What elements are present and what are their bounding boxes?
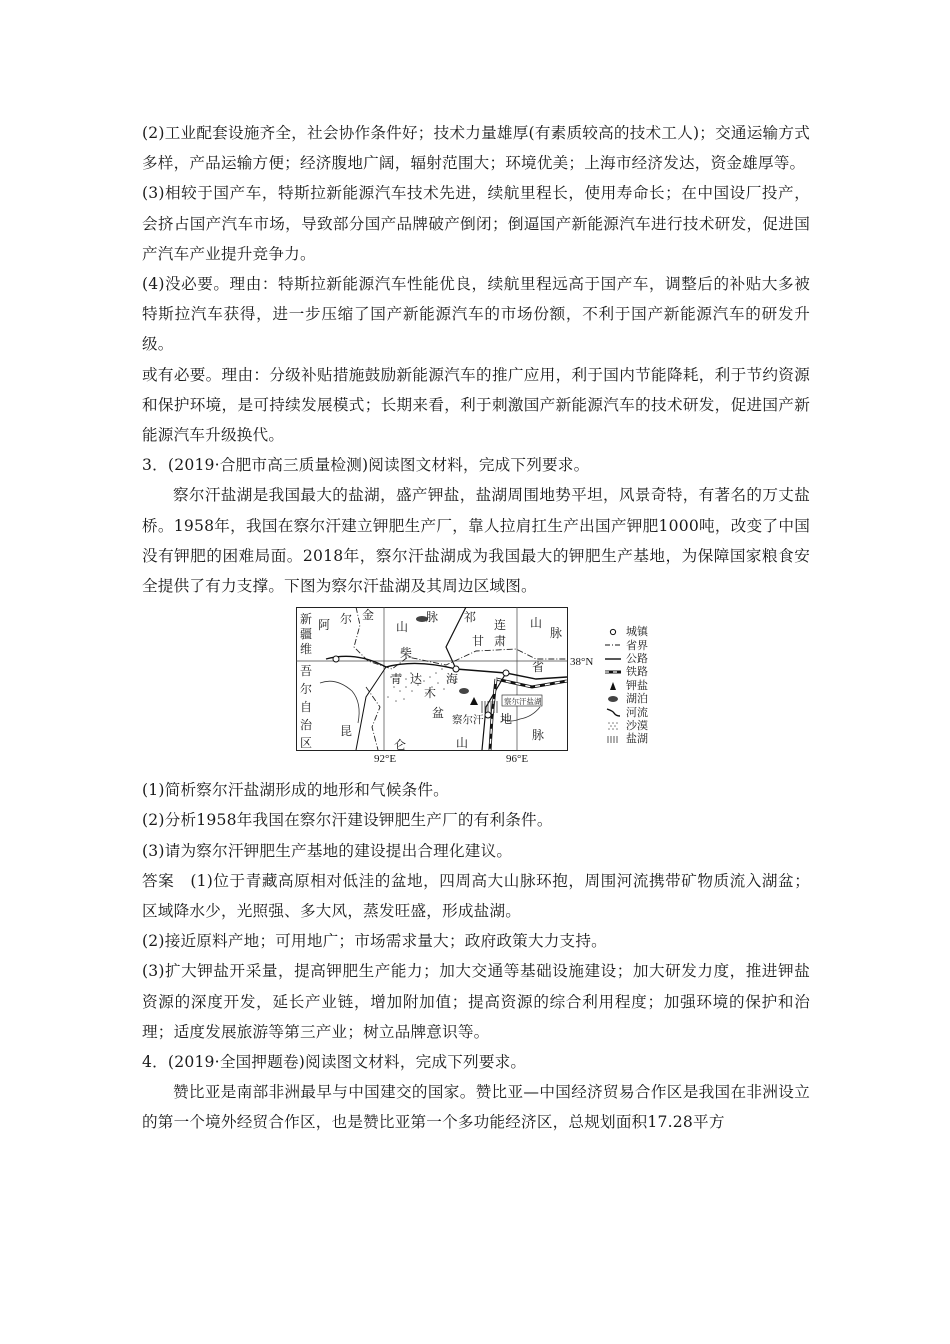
map-legend xyxy=(604,625,648,746)
map-label-96e: 96°E xyxy=(506,753,529,764)
potash-icon xyxy=(604,680,622,692)
map-label-qi: 祁 xyxy=(464,610,477,625)
legend-item-desert xyxy=(604,719,648,732)
legend-label: 沙漠 xyxy=(626,718,648,732)
highway-icon xyxy=(604,653,622,665)
map-label-kun: 昆 xyxy=(340,724,353,739)
legend-item-highway xyxy=(604,652,648,665)
map-label-wu: 吾 xyxy=(300,664,313,679)
map-label-mai2: 脉 xyxy=(550,626,563,641)
answer-part-4: (4)没必要。理由：特斯拉新能源汽车性能优良，续航里程远高于国产车，调整后的补贴大多被特斯拉汽车获得，进一步压缩了国产新能源汽车的市场份额，不利于国产新能源汽车的研发升级。 xyxy=(142,275,810,354)
legend-label: 河流 xyxy=(626,705,648,719)
qaidam-map xyxy=(296,607,596,763)
qaidam-map-figure xyxy=(142,603,810,775)
legend-item-railway xyxy=(604,665,648,678)
map-label-lun: 仑 xyxy=(394,738,407,753)
question-3-title: 3．(2019·合肥市高三质量检测)阅读图文材料，完成下列要求。 xyxy=(142,456,590,475)
legend-item-river xyxy=(604,706,648,719)
map-label-su: 肃 xyxy=(494,634,507,649)
railway-icon xyxy=(604,666,622,678)
map-label-qu: 区 xyxy=(300,736,313,751)
map-label-da: 达 xyxy=(410,672,423,687)
answer-3-3: (3)扩大钾盐开采量，提高钾肥生产能力；加大交通等基础设施建设；加大研发力度，推进钾盐资源的深度开发，延长产业链，增加附加值；提高资源的综合利用程度；加强环境的保护和治理；适度发展旅游等第三产业；树立品牌意识等。 xyxy=(142,962,810,1041)
legend-item-potash xyxy=(604,679,648,692)
legend-label: 铁路 xyxy=(626,665,648,679)
answer-3-1: 答案 (1)位于青藏高原相对低洼的盆地，四周高大山脉环抱，周围河流携带矿物质流入湖盆；区域降水少，光照强、多大风，蒸发旺盛，形成盐湖。 xyxy=(142,871,810,921)
legend-label: 钾盐 xyxy=(626,678,648,692)
answer-part-3: (3)相较于国产车，特斯拉新能源汽车技术先进，续航里程长，使用寿命长；在中国设厂投产，会挤占国产汽车市场，导致部分国产品牌破产倒闭；倒逼国产新能源汽车进行技术研发，促进国产汽车产业提升竞争力。 xyxy=(142,184,810,263)
lake-icon xyxy=(604,693,622,705)
map-label-chai: 柴 xyxy=(400,646,413,661)
map-label-jin: 金 xyxy=(362,608,375,623)
map-label-38n: 38°N xyxy=(570,656,594,669)
answer-3-2: (2)接近原料产地；可用地广；市场需求量大；政府政策大力支持。 xyxy=(142,932,607,951)
map-label-shan2: 山 xyxy=(530,616,543,631)
map-label-zhi: 治 xyxy=(300,718,313,733)
question-4-material: 赞比亚是南部非洲最早与中国建交的国家。赞比亚—中国经济贸易合作区是我国在非洲设立的第一个境外经贸合作区，也是赞比亚第一个多功能经济区，总规划面积17.28平方 xyxy=(142,1083,810,1132)
answer-part-2: (2)工业配套设施齐全，社会协作条件好；技术力量雄厚(有素质较高的技术工人)；交通运输方式多样，产品运输方便；经济腹地广阔，辐射范围大；环境优美；上海市经济发达，资金雄厚等。 xyxy=(142,124,810,173)
map-label-chaerhan: 察尔汗 xyxy=(452,715,484,727)
map-label-mu: 木 xyxy=(424,686,437,701)
province-border-icon xyxy=(604,639,622,651)
map-label-gan: 甘 xyxy=(472,634,485,649)
legend-label: 省界 xyxy=(626,638,648,652)
town-icon xyxy=(604,626,622,638)
question-3-3: (3)请为察尔汗钾肥生产基地的建设提出合理化建议。 xyxy=(142,841,513,860)
map-label-qing: 青 xyxy=(390,672,403,687)
map-label-92e: 92°E xyxy=(374,753,397,764)
legend-item-lake xyxy=(604,692,648,705)
map-label-shan: 山 xyxy=(396,620,409,635)
salt-lake-icon xyxy=(604,733,622,745)
legend-label: 城镇 xyxy=(626,625,648,639)
map-label-sheng: 省 xyxy=(532,660,545,675)
question-3-2: (2)分析1958年我国在察尔汗建设钾肥生产厂的有利条件。 xyxy=(142,811,553,830)
map-label-mai3: 脉 xyxy=(532,728,545,743)
map-label-lian: 连 xyxy=(494,618,507,633)
question-4-title: 4．(2019·全国押题卷)阅读图文材料，完成下列要求。 xyxy=(142,1053,527,1072)
map-label-jiang: 疆 xyxy=(300,627,313,642)
map-label-er: 尔 xyxy=(300,682,313,697)
map-label-xin: 新 xyxy=(300,612,313,627)
map-label-saltlake: 察尔汗盐湖 xyxy=(504,697,542,707)
map-label-wei: 维 xyxy=(300,642,313,657)
river-icon xyxy=(604,706,622,718)
question-3-material: 察尔汗盐湖是我国最大的盐湖，盛产钾盐，盐湖周围地势平坦，风景奇特，有著名的万丈盐桥。1958年，我国在察尔汗建立钾肥生产厂，靠人拉肩扛生产出国产钾肥1000吨，改变了中国没有钾肥的困难局面。2018年，察尔汗盐湖成为我国最大的钾肥生产基地，为保障国家粮食安全提供了有力支撑。下图为察尔汗盐湖及其周边区域图。 xyxy=(142,486,810,596)
legend-label: 湖泊 xyxy=(626,692,648,706)
map-label-mai: 脉 xyxy=(426,610,439,625)
legend-label: 盐湖 xyxy=(626,732,648,746)
map-label-er2: 尔 xyxy=(340,612,353,627)
map-label-pen: 盆 xyxy=(432,706,445,721)
answer-part-4-alt: 或有必要。理由：分级补贴措施鼓励新能源汽车的推广应用，利于国内节能降耗，利于节约资源和保护环境，是可持续发展模式；长期来看，利于刺激国产新能源汽车的技术研发，促进国产新能源汽车升级换代。 xyxy=(142,365,810,445)
map-label-zi: 自 xyxy=(300,700,313,715)
document-page xyxy=(142,118,810,1138)
legend-item-salt-lake xyxy=(604,732,648,745)
legend-label: 公路 xyxy=(626,652,648,666)
map-label-shan3: 山 xyxy=(456,736,469,751)
question-3-1: (1)简析察尔汗盐湖形成的地形和气候条件。 xyxy=(142,781,449,800)
map-label-hai: 海 xyxy=(446,672,459,687)
legend-item-town xyxy=(604,625,648,638)
map-label-di: 地 xyxy=(500,712,513,727)
legend-item-province-border xyxy=(604,639,648,652)
desert-icon xyxy=(604,720,622,732)
map-label-a: 阿 xyxy=(318,618,331,633)
